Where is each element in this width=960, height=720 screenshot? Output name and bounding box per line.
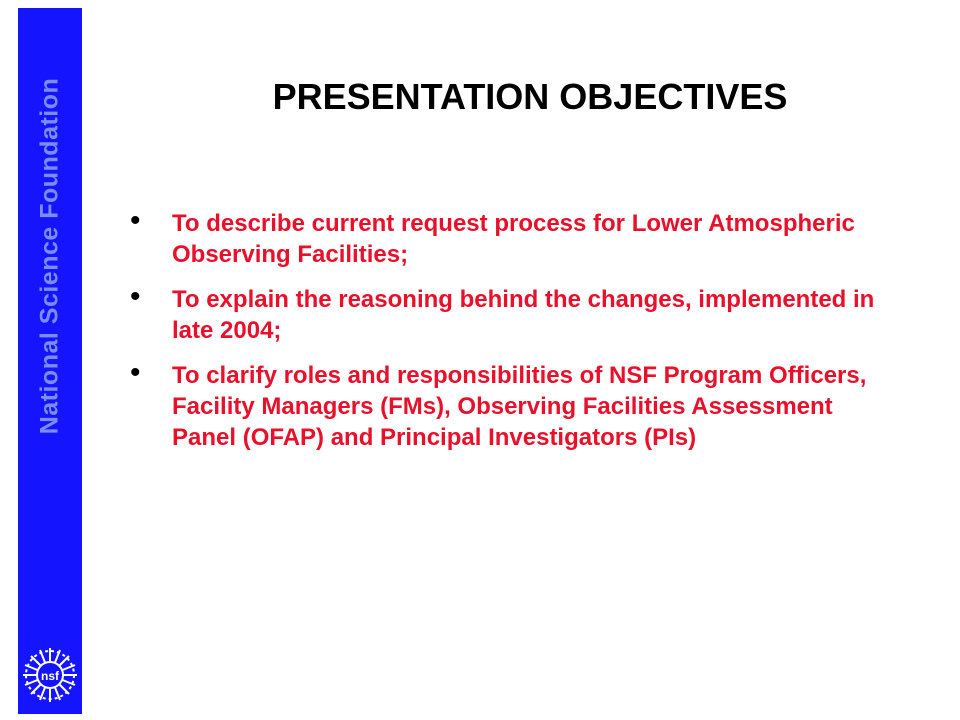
bullet-dot-icon: • [130, 356, 141, 389]
bullet-text: To clarify roles and responsibilities of NSF Program Officers, Facility Managers (FMs), Observing Facilities Assessment Panel (OFAP) and Principal Investigators (PIs) [172, 362, 867, 451]
bullet-text: To describe current request process for Lower Atmospheric Observing Facilities; [172, 210, 855, 268]
list-item [130, 356, 900, 453]
nsf-logo-text: nsf [41, 669, 59, 683]
bullet-dot-icon: • [130, 204, 141, 237]
list-item [130, 280, 900, 346]
slide-title: PRESENTATION OBJECTIVES [272, 76, 788, 117]
bullet-text: To explain the reasoning behind the changes, implemented in late 2004; [172, 286, 875, 344]
list-item [130, 204, 900, 270]
sidebar-org-label: National Science Foundation [35, 77, 64, 435]
objectives-list [130, 204, 900, 467]
bullet-dot-icon: • [130, 280, 141, 313]
nsf-logo-icon [20, 641, 80, 711]
